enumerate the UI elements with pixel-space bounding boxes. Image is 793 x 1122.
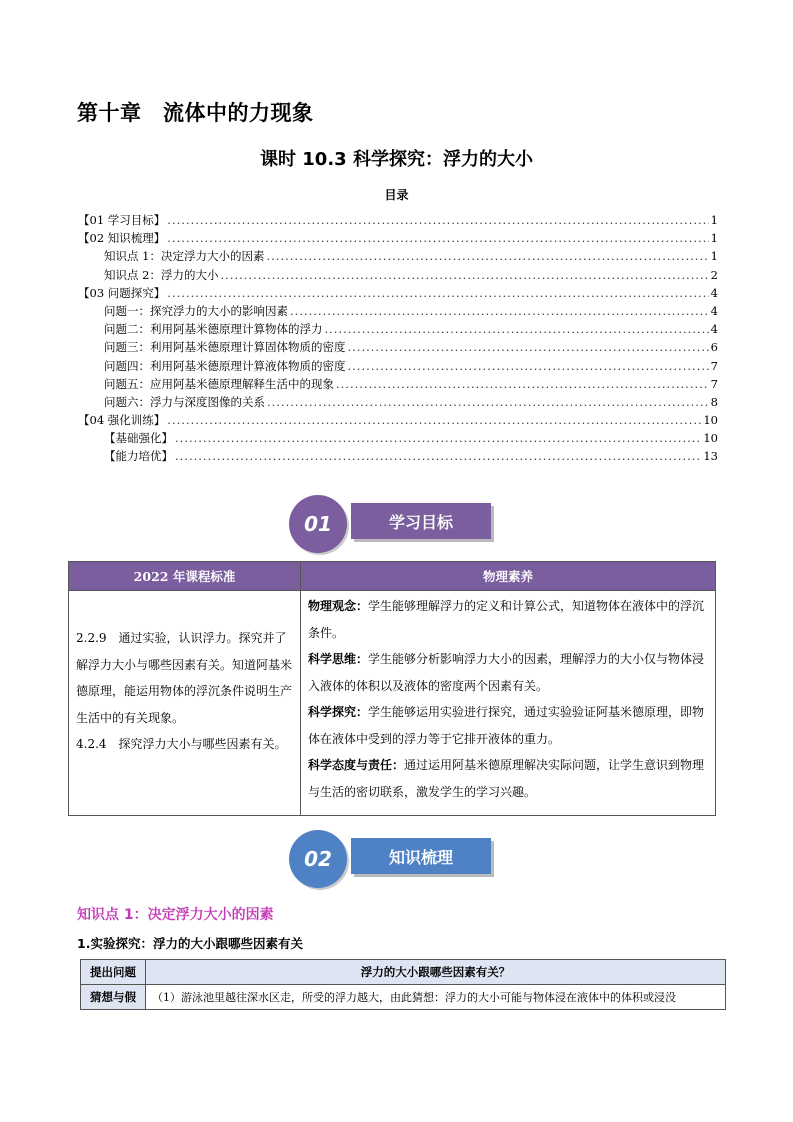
toc-page-number: 13 (703, 449, 718, 464)
toc-entry-label: 【01 学习目标】 (78, 213, 166, 227)
literacy-item: 科学探究：学生能够运用实验进行探究，通过实验验证阿基米德原理，即物体在液体中受到的浮力等于它排开液体的重力。 (308, 705, 705, 746)
literacy-item: 物理观念：学生能够理解浮力的定义和计算公式，知道物体在液体中的浮沉条件。 (308, 599, 705, 640)
section-banner-objectives (289, 495, 499, 555)
literacy-item: 科学态度与责任：通过运用阿基米德原理解决实际问题，让学生意识到物理与生活的密切联系，激发学生的学习兴趣。 (308, 758, 705, 799)
toc-page-number: 4 (710, 303, 718, 318)
table-of-contents (78, 212, 718, 467)
toc-entry-label: 【能力培优】 (104, 449, 173, 464)
toc-entry-label: 知识点 1：决定浮力大小的因素 (104, 249, 265, 264)
toc-leader-dots (348, 359, 709, 373)
row-head: 提出问题 (81, 960, 146, 985)
toc-leader-dots (267, 395, 709, 409)
toc-title: 目录 (384, 188, 409, 202)
experiment-table (80, 959, 726, 1010)
toc-entry[interactable] (78, 285, 718, 303)
toc-page-number: 10 (703, 431, 718, 446)
toc-entry[interactable] (78, 321, 718, 339)
toc-leader-dots (175, 431, 701, 445)
toc-entry-label: 【04 强化训练】 (78, 413, 166, 428)
toc-entry[interactable] (78, 358, 718, 376)
section-number-badge: 02 (289, 830, 347, 888)
row-head: 猜想与假 (81, 985, 146, 1010)
experiment-heading: 1.实验探究：浮力的大小跟哪些因素有关 (77, 936, 303, 951)
toc-leader-dots (220, 268, 708, 282)
toc-entry[interactable] (78, 230, 718, 248)
curriculum-standard-cell (69, 591, 301, 816)
toc-entry[interactable] (78, 339, 718, 357)
standard-paragraph: 2.2.9 通过实验，认识浮力。探究并了解浮力大小与哪些因素有关。知道阿基米德原理，能运用物体的浮沉条件说明生产生活中的有关现象。 (76, 631, 293, 725)
toc-leader-dots (167, 286, 708, 300)
toc-entry[interactable] (78, 212, 718, 230)
toc-leader-dots (175, 449, 701, 463)
toc-page-number: 4 (710, 285, 718, 300)
literacy-cell (301, 591, 716, 816)
chapter-title: 第十章 流体中的力现象 (77, 101, 314, 125)
toc-entry-label: 问题三：利用阿基米德原理计算固体物质的密度 (104, 340, 346, 355)
table-header: 物理素养 (301, 562, 716, 591)
toc-entry[interactable] (78, 267, 718, 285)
toc-entry-label: 【03 问题探究】 (78, 285, 166, 300)
section-banner-label: 知识梳理 (351, 838, 491, 874)
toc-page-number: 1 (710, 249, 718, 264)
toc-entry-label: 知识点 2：浮力的大小 (104, 267, 219, 282)
table-header: 2022 年课程标准 (69, 562, 301, 591)
toc-entry[interactable] (78, 430, 718, 448)
toc-page-number: 2 (710, 267, 718, 282)
toc-page-number: 6 (710, 340, 718, 355)
toc-entry[interactable] (78, 394, 718, 412)
toc-leader-dots (348, 340, 709, 354)
knowledge-point-heading: 知识点 1：决定浮力大小的因素 (77, 907, 274, 923)
toc-page-number: 7 (710, 376, 718, 391)
toc-entry[interactable] (78, 448, 718, 466)
standards-table (68, 561, 716, 816)
literacy-item: 科学思维：学生能够分析影响浮力大小的因素，理解浮力的大小仅与物体浸入液体的体积以及液体的密度两个因素有关。 (308, 652, 705, 693)
toc-leader-dots (266, 249, 708, 263)
toc-entry[interactable] (78, 248, 718, 266)
toc-entry-label: 问题四：利用阿基米德原理计算液体物质的密度 (104, 358, 346, 373)
toc-entry-label: 【02 知识梳理】 (78, 231, 166, 246)
standard-paragraph: 4.2.4 探究浮力大小与哪些因素有关。 (76, 737, 287, 751)
toc-leader-dots (167, 213, 708, 227)
toc-entry-label: 【基础强化】 (104, 431, 173, 446)
toc-leader-dots (167, 413, 701, 427)
toc-leader-dots (167, 231, 708, 245)
toc-page-number: 8 (710, 394, 718, 409)
toc-entry-label: 问题六：浮力与深度图像的关系 (104, 394, 265, 409)
toc-entry-label: 问题一：探究浮力的大小的影响因素 (104, 303, 288, 318)
toc-leader-dots (336, 377, 709, 391)
toc-page-number: 10 (703, 413, 718, 428)
section-banner-label: 学习目标 (351, 503, 491, 539)
toc-leader-dots (290, 304, 709, 318)
toc-entry[interactable] (78, 303, 718, 321)
lesson-title: 课时 10.3 科学探究：浮力的大小 (260, 149, 533, 170)
toc-page-number: 1 (710, 231, 718, 246)
row-content: （1）游泳池里越往深水区走，所受的浮力越大，由此猜想：浮力的大小可能与物体浸在液体中的体积或浸没 (146, 985, 726, 1010)
toc-page-number: 7 (710, 358, 718, 373)
row-content: 浮力的大小跟哪些因素有关？ (146, 960, 726, 985)
toc-entry[interactable] (78, 412, 718, 430)
toc-page-number: 4 (710, 322, 718, 337)
toc-entry-label: 问题二：利用阿基米德原理计算物体的浮力 (104, 322, 323, 337)
toc-leader-dots (325, 322, 709, 336)
toc-entry[interactable] (78, 376, 718, 394)
section-banner-knowledge (289, 830, 499, 890)
section-number-badge: 01 (289, 495, 347, 553)
toc-entry-label: 问题五：应用阿基米德原理解释生活中的现象 (104, 376, 334, 391)
toc-page-number: 1 (710, 213, 718, 227)
